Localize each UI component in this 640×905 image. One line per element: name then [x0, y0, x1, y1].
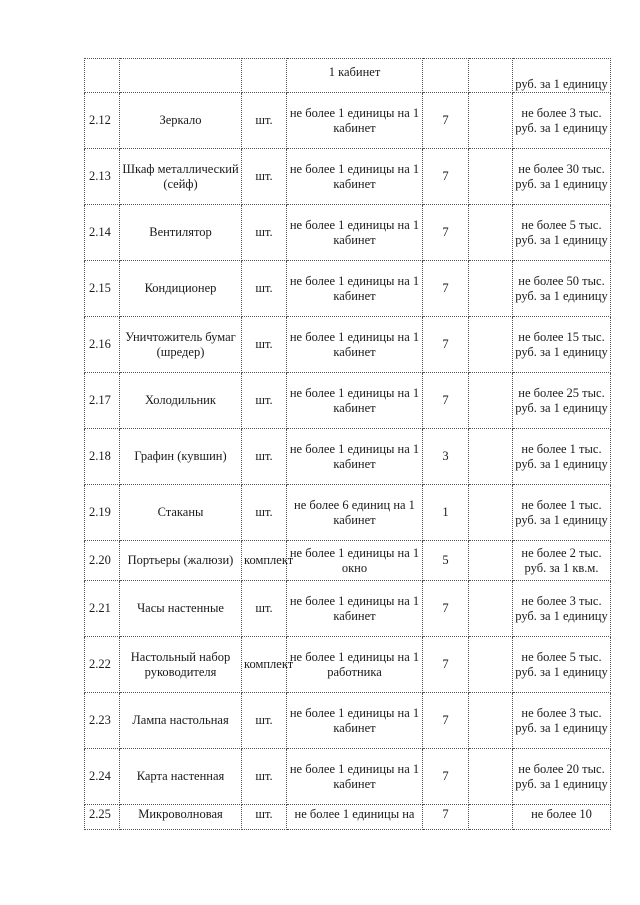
norm-cell: не более 1 единицы на 1 кабинет	[287, 93, 423, 149]
empty-cell	[469, 693, 513, 749]
unit-cell: шт.	[242, 749, 287, 805]
price-cell: не более 1 тыс. руб. за 1 единицу	[513, 429, 611, 485]
quantity-cell: 7	[423, 805, 469, 830]
empty-cell	[469, 205, 513, 261]
table-row	[85, 749, 611, 805]
empty-cell	[469, 429, 513, 485]
unit-cell	[242, 59, 287, 93]
quantity-cell: 7	[423, 317, 469, 373]
item-number-cell: 2.12	[85, 93, 120, 149]
item-number-cell: 2.23	[85, 693, 120, 749]
item-name-cell: Кондиционер	[120, 261, 242, 317]
quantity-cell: 7	[423, 93, 469, 149]
item-name-cell: Шкаф металлический (сейф)	[120, 149, 242, 205]
price-cell: не более 2 тыс. руб. за 1 кв.м.	[513, 541, 611, 581]
norm-cell: не более 1 единицы на 1 работника	[287, 637, 423, 693]
unit-cell: шт.	[242, 317, 287, 373]
norm-cell: не более 1 единицы на 1 окно	[287, 541, 423, 581]
price-cell: не более 3 тыс. руб. за 1 единицу	[513, 93, 611, 149]
quantity-cell: 7	[423, 149, 469, 205]
table-row	[85, 205, 611, 261]
price-cell: не более 5 тыс. руб. за 1 единицу	[513, 637, 611, 693]
item-name-cell: Зеркало	[120, 93, 242, 149]
table-row	[85, 637, 611, 693]
empty-cell	[469, 93, 513, 149]
unit-cell: шт.	[242, 373, 287, 429]
table-row	[85, 581, 611, 637]
table-row	[85, 149, 611, 205]
table-row	[85, 805, 611, 830]
empty-cell	[469, 749, 513, 805]
item-number-cell: 2.17	[85, 373, 120, 429]
norm-cell: не более 1 единицы на 1 кабинет	[287, 429, 423, 485]
unit-cell: шт.	[242, 205, 287, 261]
norm-cell: не более 6 единиц на 1 кабинет	[287, 485, 423, 541]
item-name-cell: Вентилятор	[120, 205, 242, 261]
price-cell: не более 20 тыс. руб. за 1 единицу	[513, 749, 611, 805]
item-name-cell: Карта настенная	[120, 749, 242, 805]
unit-cell: шт.	[242, 93, 287, 149]
item-number-cell: 2.16	[85, 317, 120, 373]
price-cell: не более 15 тыс. руб. за 1 единицу	[513, 317, 611, 373]
unit-cell: шт.	[242, 485, 287, 541]
item-name-cell: Настольный набор руководителя	[120, 637, 242, 693]
unit-cell: шт.	[242, 429, 287, 485]
item-name-cell: Холодильник	[120, 373, 242, 429]
item-number-cell: 2.14	[85, 205, 120, 261]
item-name-cell: Стаканы	[120, 485, 242, 541]
empty-cell	[469, 541, 513, 581]
unit-cell: шт.	[242, 581, 287, 637]
item-name-cell: Уничтожитель бумаг (шредер)	[120, 317, 242, 373]
table-row	[85, 93, 611, 149]
price-cell: не более 3 тыс. руб. за 1 единицу	[513, 581, 611, 637]
norm-cell: не более 1 единицы на 1 кабинет	[287, 693, 423, 749]
table-row	[85, 541, 611, 581]
price-cell: не более 5 тыс. руб. за 1 единицу	[513, 205, 611, 261]
table-row	[85, 59, 611, 93]
item-name-cell: Часы настенные	[120, 581, 242, 637]
item-name-cell	[120, 59, 242, 93]
norm-cell: не более 1 единицы на 1 кабинет	[287, 149, 423, 205]
empty-cell	[469, 485, 513, 541]
item-number-cell	[85, 59, 120, 93]
table-row	[85, 261, 611, 317]
norm-cell: не более 1 единицы на 1 кабинет	[287, 317, 423, 373]
quantity-cell: 7	[423, 637, 469, 693]
price-cell: не более 10	[513, 805, 611, 830]
item-name-cell: Портьеры (жалюзи)	[120, 541, 242, 581]
empty-cell	[469, 637, 513, 693]
item-number-cell: 2.20	[85, 541, 120, 581]
empty-cell	[469, 149, 513, 205]
item-number-cell: 2.19	[85, 485, 120, 541]
item-number-cell: 2.18	[85, 429, 120, 485]
empty-cell	[469, 373, 513, 429]
item-name-cell: Графин (кувшин)	[120, 429, 242, 485]
norms-table-body	[85, 59, 611, 830]
quantity-cell: 1	[423, 485, 469, 541]
quantity-cell: 3	[423, 429, 469, 485]
price-cell: не более 3 тыс. руб. за 1 единицу	[513, 693, 611, 749]
table-row	[85, 693, 611, 749]
item-name-cell: Лампа настольная	[120, 693, 242, 749]
item-number-cell: 2.15	[85, 261, 120, 317]
unit-cell: шт.	[242, 805, 287, 830]
price-cell: не более 1 тыс. руб. за 1 единицу	[513, 485, 611, 541]
norm-cell: не более 1 единицы на 1 кабинет	[287, 749, 423, 805]
price-cell: не более 25 тыс. руб. за 1 единицу	[513, 373, 611, 429]
price-cell: не более 50 тыс. руб. за 1 единицу	[513, 261, 611, 317]
item-number-cell: 2.25	[85, 805, 120, 830]
quantity-cell: 7	[423, 581, 469, 637]
quantity-cell: 7	[423, 205, 469, 261]
item-number-cell: 2.13	[85, 149, 120, 205]
empty-cell	[469, 581, 513, 637]
quantity-cell: 7	[423, 749, 469, 805]
price-cell: руб. за 1 единицу	[513, 59, 611, 93]
empty-cell	[469, 261, 513, 317]
item-number-cell: 2.22	[85, 637, 120, 693]
unit-cell: шт.	[242, 261, 287, 317]
norms-table	[84, 58, 611, 830]
empty-cell	[469, 317, 513, 373]
quantity-cell: 7	[423, 373, 469, 429]
table-row	[85, 485, 611, 541]
norm-cell: не более 1 единицы на 1 кабинет	[287, 373, 423, 429]
unit-cell: комплект	[242, 541, 287, 581]
item-name-cell: Микроволновая	[120, 805, 242, 830]
item-number-cell: 2.24	[85, 749, 120, 805]
table-row	[85, 317, 611, 373]
empty-cell	[469, 805, 513, 830]
quantity-cell	[423, 59, 469, 93]
price-cell: не более 30 тыс. руб. за 1 единицу	[513, 149, 611, 205]
unit-cell: шт.	[242, 693, 287, 749]
unit-cell: шт.	[242, 149, 287, 205]
quantity-cell: 5	[423, 541, 469, 581]
item-number-cell: 2.21	[85, 581, 120, 637]
norm-cell: не более 1 единицы на	[287, 805, 423, 830]
quantity-cell: 7	[423, 693, 469, 749]
norm-cell: не более 1 единицы на 1 кабинет	[287, 581, 423, 637]
norm-cell: не более 1 единицы на 1 кабинет	[287, 261, 423, 317]
table-row	[85, 429, 611, 485]
quantity-cell: 7	[423, 261, 469, 317]
table-row	[85, 373, 611, 429]
empty-cell	[469, 59, 513, 93]
unit-cell: комплект	[242, 637, 287, 693]
norm-cell: 1 кабинет	[287, 59, 423, 93]
norm-cell: не более 1 единицы на 1 кабинет	[287, 205, 423, 261]
